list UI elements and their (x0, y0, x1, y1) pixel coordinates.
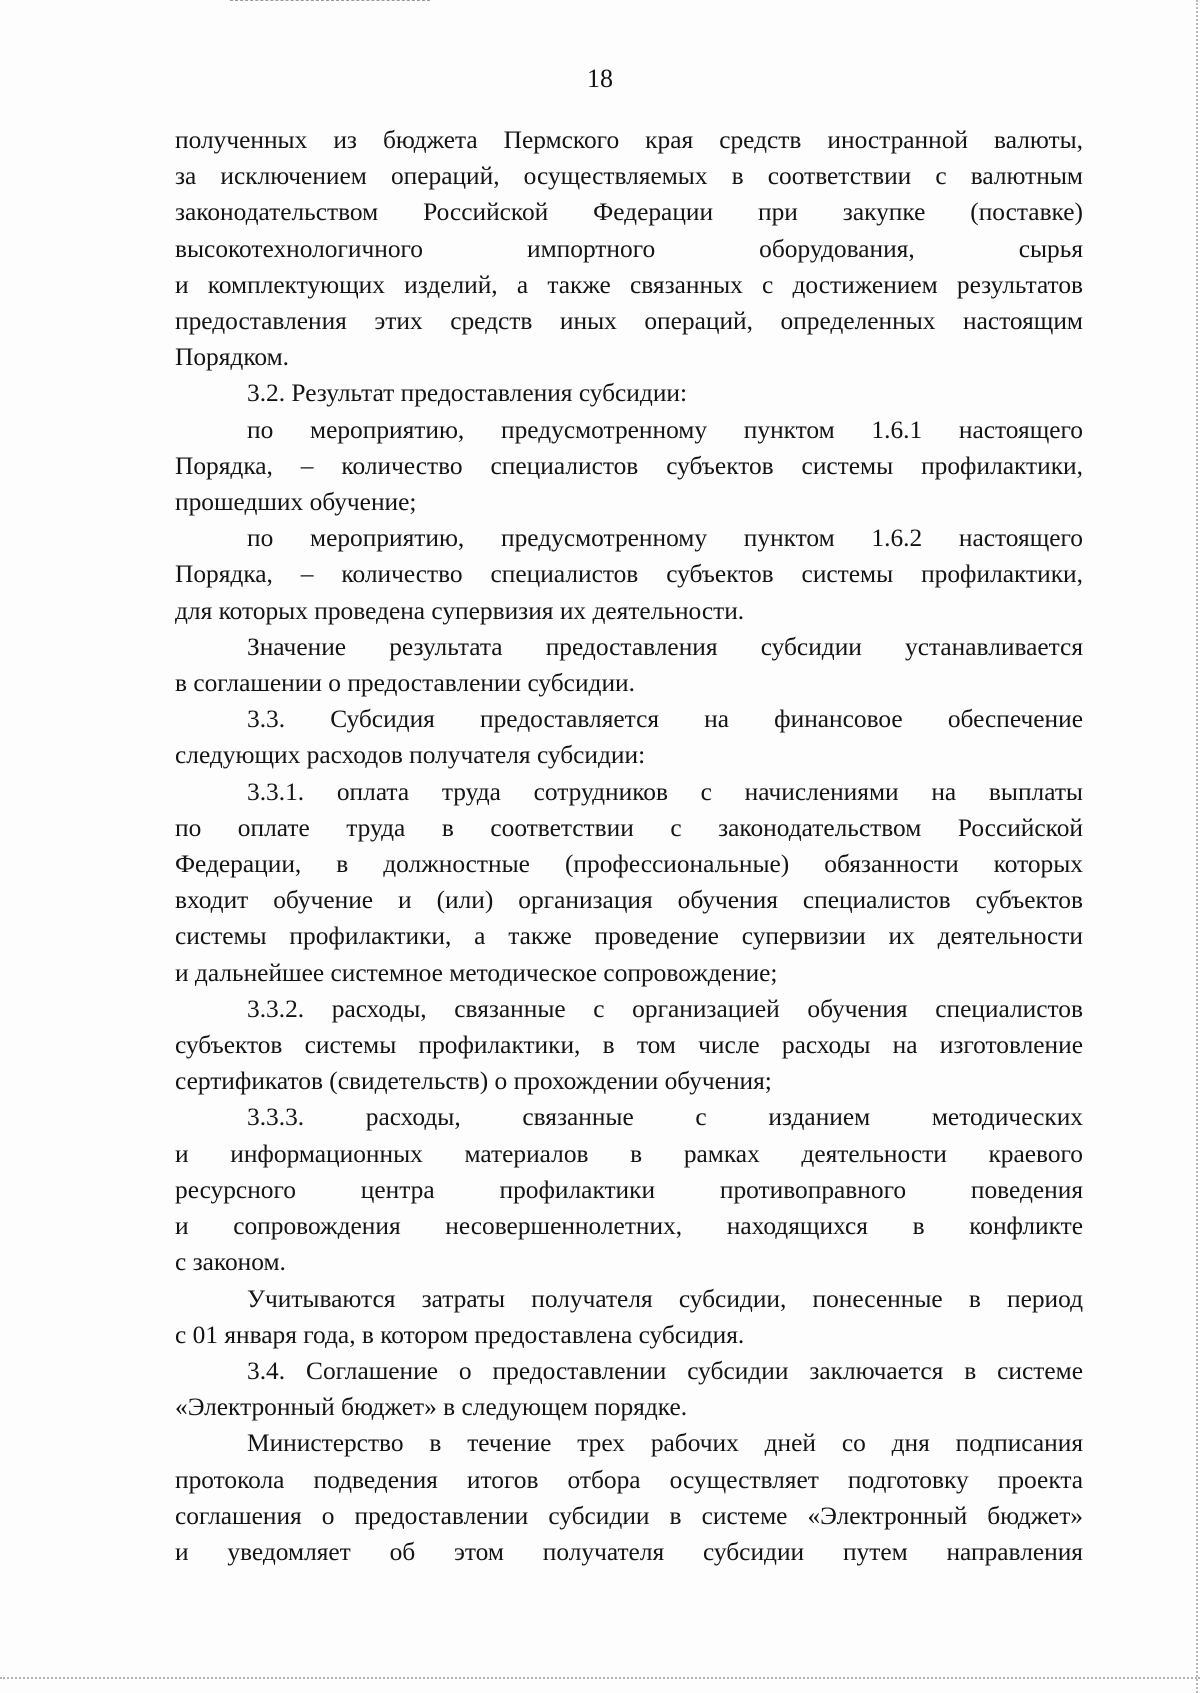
text-line: Порядка, – количество специалистов субъектов системы профилактики, (175, 560, 1083, 589)
text-line: по оплате труда в соответствии с законодательством Российской (175, 813, 1083, 842)
text-line: системы профилактики, а также проведение супервизии их деятельности (175, 922, 1083, 951)
text-line: соглашения о предоставлении субсидии в системе «Электронный бюджет» (175, 1501, 1083, 1530)
text-line: законодательством Российской Федерации при закупке (поставке) (175, 198, 1083, 227)
document-body (175, 122, 1083, 1570)
text-line: 3.3.2. расходы, связанные с организацией обучения специалистов (247, 994, 1083, 1023)
text-line: Порядком. (175, 343, 289, 372)
text-line: и сопровождения несовершеннолетних, находящихся в конфликте (175, 1212, 1083, 1241)
text-line: для которых проведена супервизия их деятельности. (175, 596, 745, 625)
text-line: прошедших обучение; (175, 488, 417, 517)
text-line: протокола подведения итогов отбора осуществляет подготовку проекта (175, 1465, 1083, 1494)
text-line: и информационных материалов в рамках деятельности краевого (175, 1139, 1083, 1168)
text-line: за исключением операций, осуществляемых в соответствии с валютным (175, 162, 1083, 191)
text-line: ресурсного центра профилактики противоправного поведения (175, 1175, 1083, 1204)
text-line: и комплектующих изделий, а также связанных с достижением результатов (175, 270, 1083, 299)
page-number: 18 (587, 64, 613, 93)
text-line: «Электронный бюджет» в следующем порядке. (175, 1393, 688, 1422)
text-line: 3.2. Результат предоставления субсидии: (247, 379, 688, 408)
text-line: по мероприятию, предусмотренному пунктом 1.6.1 настоящего (247, 415, 1083, 444)
scan-right-edge (1195, 0, 1198, 1693)
text-line: 3.3. Субсидия предоставляется на финансовое обеспечение (247, 705, 1083, 734)
text-line: сертификатов (свидетельств) о прохождении обучения; (175, 1067, 772, 1096)
text-line: следующих расходов получателя субсидии: (175, 741, 646, 770)
text-line: 3.3.1. оплата труда сотрудников с начислениями на выплаты (247, 777, 1083, 806)
text-line: Порядка, – количество специалистов субъектов системы профилактики, (175, 451, 1083, 480)
text-line: с 01 января года, в котором предоставлена субсидия. (175, 1320, 745, 1349)
text-line: Министерство в течение трех рабочих дней со дня подписания (247, 1429, 1083, 1458)
text-line: высокотехнологичного импортного оборудования, сырья (175, 234, 1083, 263)
text-line: и уведомляет об этом получателя субсидии путем направления (175, 1537, 1083, 1566)
text-line: полученных из бюджета Пермского края средств иностранной валюты, (175, 126, 1083, 154)
text-line: Федерации, в должностные (профессиональные) обязанности которых (175, 850, 1083, 879)
text-line: по мероприятию, предусмотренному пунктом 1.6.2 настоящего (247, 524, 1083, 553)
text-line: в соглашении о предоставлении субсидии. (175, 669, 635, 698)
text-line: субъектов системы профилактики, в том числе расходы на изготовление (175, 1031, 1083, 1060)
text-line: 3.4. Соглашение о предоставлении субсидии заключается в системе (247, 1356, 1083, 1385)
text-line: 3.3.3. расходы, связанные с изданием методических (247, 1103, 1083, 1132)
scan-bottom-edge (0, 1677, 1200, 1681)
text-line: предоставления этих средств иных операций, определенных настоящим (175, 307, 1083, 336)
text-line: с законом. (175, 1248, 286, 1277)
scan-top-edge (230, 0, 430, 3)
text-line: и дальнейшее системное методическое сопровождение; (175, 958, 778, 987)
text-line: входит обучение и (или) организация обучения специалистов субъектов (175, 886, 1083, 915)
text-line: Учитываются затраты получателя субсидии, понесенные в период (247, 1284, 1083, 1313)
text-line: Значение результата предоставления субсидии устанавливается (247, 632, 1083, 661)
